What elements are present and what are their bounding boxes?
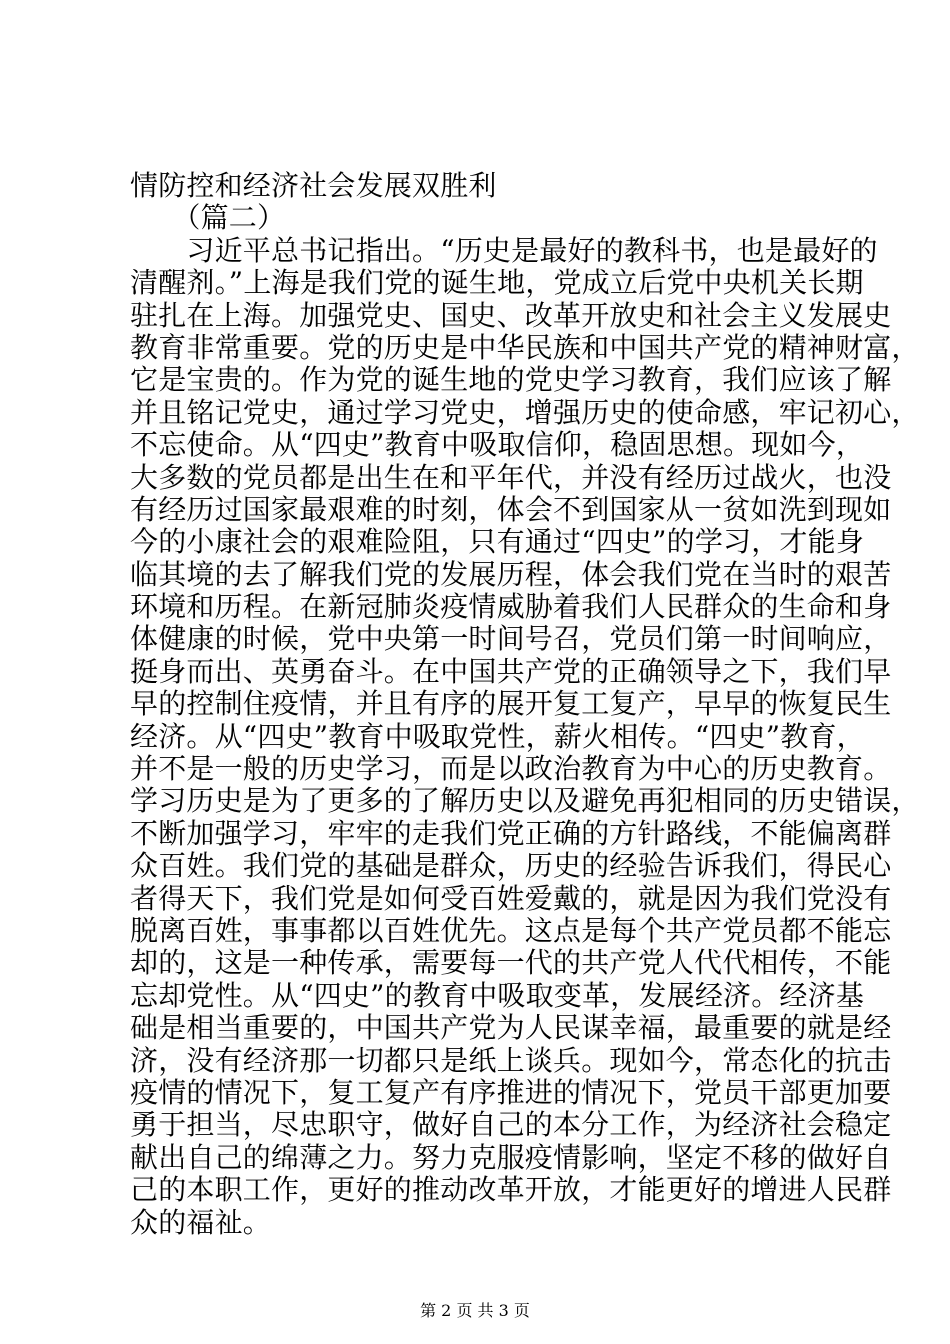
text-line: 体健康的时候，党中央第一时间号召，党员们第一时间响应， (130, 622, 892, 656)
text-line: 不断加强学习，牢牢的走我们党正确的方针路线，不能偏离群 (130, 816, 892, 850)
text-line: 学习历史是为了更多的了解历史以及避免再犯相同的历史错误， (130, 784, 920, 818)
text-line: 己的本职工作，更好的推动改革开放，才能更好的增进人民群 (130, 1173, 892, 1207)
text-line: 大多数的党员都是出生在和平年代，并没有经历过战火，也没 (130, 460, 892, 494)
page-number-footer: 第 2 页 共 3 页 (420, 1301, 530, 1320)
text-line: 并不是一般的历史学习，而是以政治教育为中心的历史教育。 (130, 752, 892, 786)
text-line: 献出自己的绵薄之力。努力克服疫情影响，坚定不移的做好自 (130, 1140, 892, 1174)
text-line: 经济。从“四史”教育中吸取党性，薪火相传。“四史”教育， (130, 719, 865, 753)
text-line: 不忘使命。从“四史”教育中吸取信仰，稳固思想。现如今， (130, 428, 865, 462)
text-line: 早的控制住疫情，并且有序的展开复工复产，早早的恢复民生 (130, 687, 892, 721)
text-line: 者得天下，我们党是如何受百姓爱戴的，就是因为我们党没有 (130, 881, 892, 915)
text-line: 众百姓。我们党的基础是群众，历史的经验告诉我们，得民心 (130, 849, 892, 883)
text-line: 脱离百姓，事事都以百姓优先。这点是每个共产党员都不能忘 (130, 913, 892, 947)
text-line: 础是相当重要的，中国共产党为人民谋幸福，最重要的就是经 (130, 1011, 892, 1045)
text-line: 清醒剂。”上海是我们党的诞生地，党成立后党中央机关长期 (130, 266, 864, 300)
text-line: 疫情的情况下，复工复产有序推进的情况下，党员干部更加要 (130, 1075, 892, 1109)
body-text (130, 169, 920, 1239)
text-line: 环境和历程。在新冠肺炎疫情威胁着我们人民群众的生命和身 (130, 590, 892, 624)
text-line: 临其境的去了解我们党的发展历程，体会我们党在当时的艰苦 (130, 557, 892, 591)
text-line: 济，没有经济那一切都只是纸上谈兵。现如今，常态化的抗击 (130, 1043, 892, 1077)
text-line: 习近平总书记指出。“历史是最好的教科书，也是最好的 (130, 233, 878, 267)
text-line: 挺身而出、英勇奋斗。在中国共产党的正确领导之下，我们早 (130, 654, 892, 688)
text-line: 今的小康社会的艰难险阻，只有通过“四史”的学习，才能身 (130, 525, 865, 559)
text-line: 教育非常重要。党的历史是中华民族和中国共产党的精神财富， (130, 330, 920, 364)
text-line: 有经历过国家最艰难的时刻，体会不到国家从一贫如洗到现如 (130, 492, 892, 526)
text-line: 驻扎在上海。加强党史、国史、改革开放史和社会主义发展史 (130, 298, 892, 332)
text-line: 它是宝贵的。作为党的诞生地的党史学习教育，我们应该了解 (130, 363, 892, 397)
text-line: 勇于担当，尽忠职守，做好自己的本分工作，为经济社会稳定 (130, 1108, 892, 1142)
text-line: 情防控和经济社会发展双胜利 (130, 169, 497, 202)
text-line: 众的福祉。 (130, 1205, 272, 1239)
text-line: 忘却党性。从“四史”的教育中吸取变革，发展经济。经济基 (130, 978, 865, 1012)
text-line: 并且铭记党史，通过学习党史，增强历史的使命感，牢记初心， (130, 395, 920, 429)
section-heading: （篇二） (130, 201, 286, 235)
text-line: 却的，这是一种传承，需要每一代的共产党人代代相传，不能 (130, 946, 892, 980)
